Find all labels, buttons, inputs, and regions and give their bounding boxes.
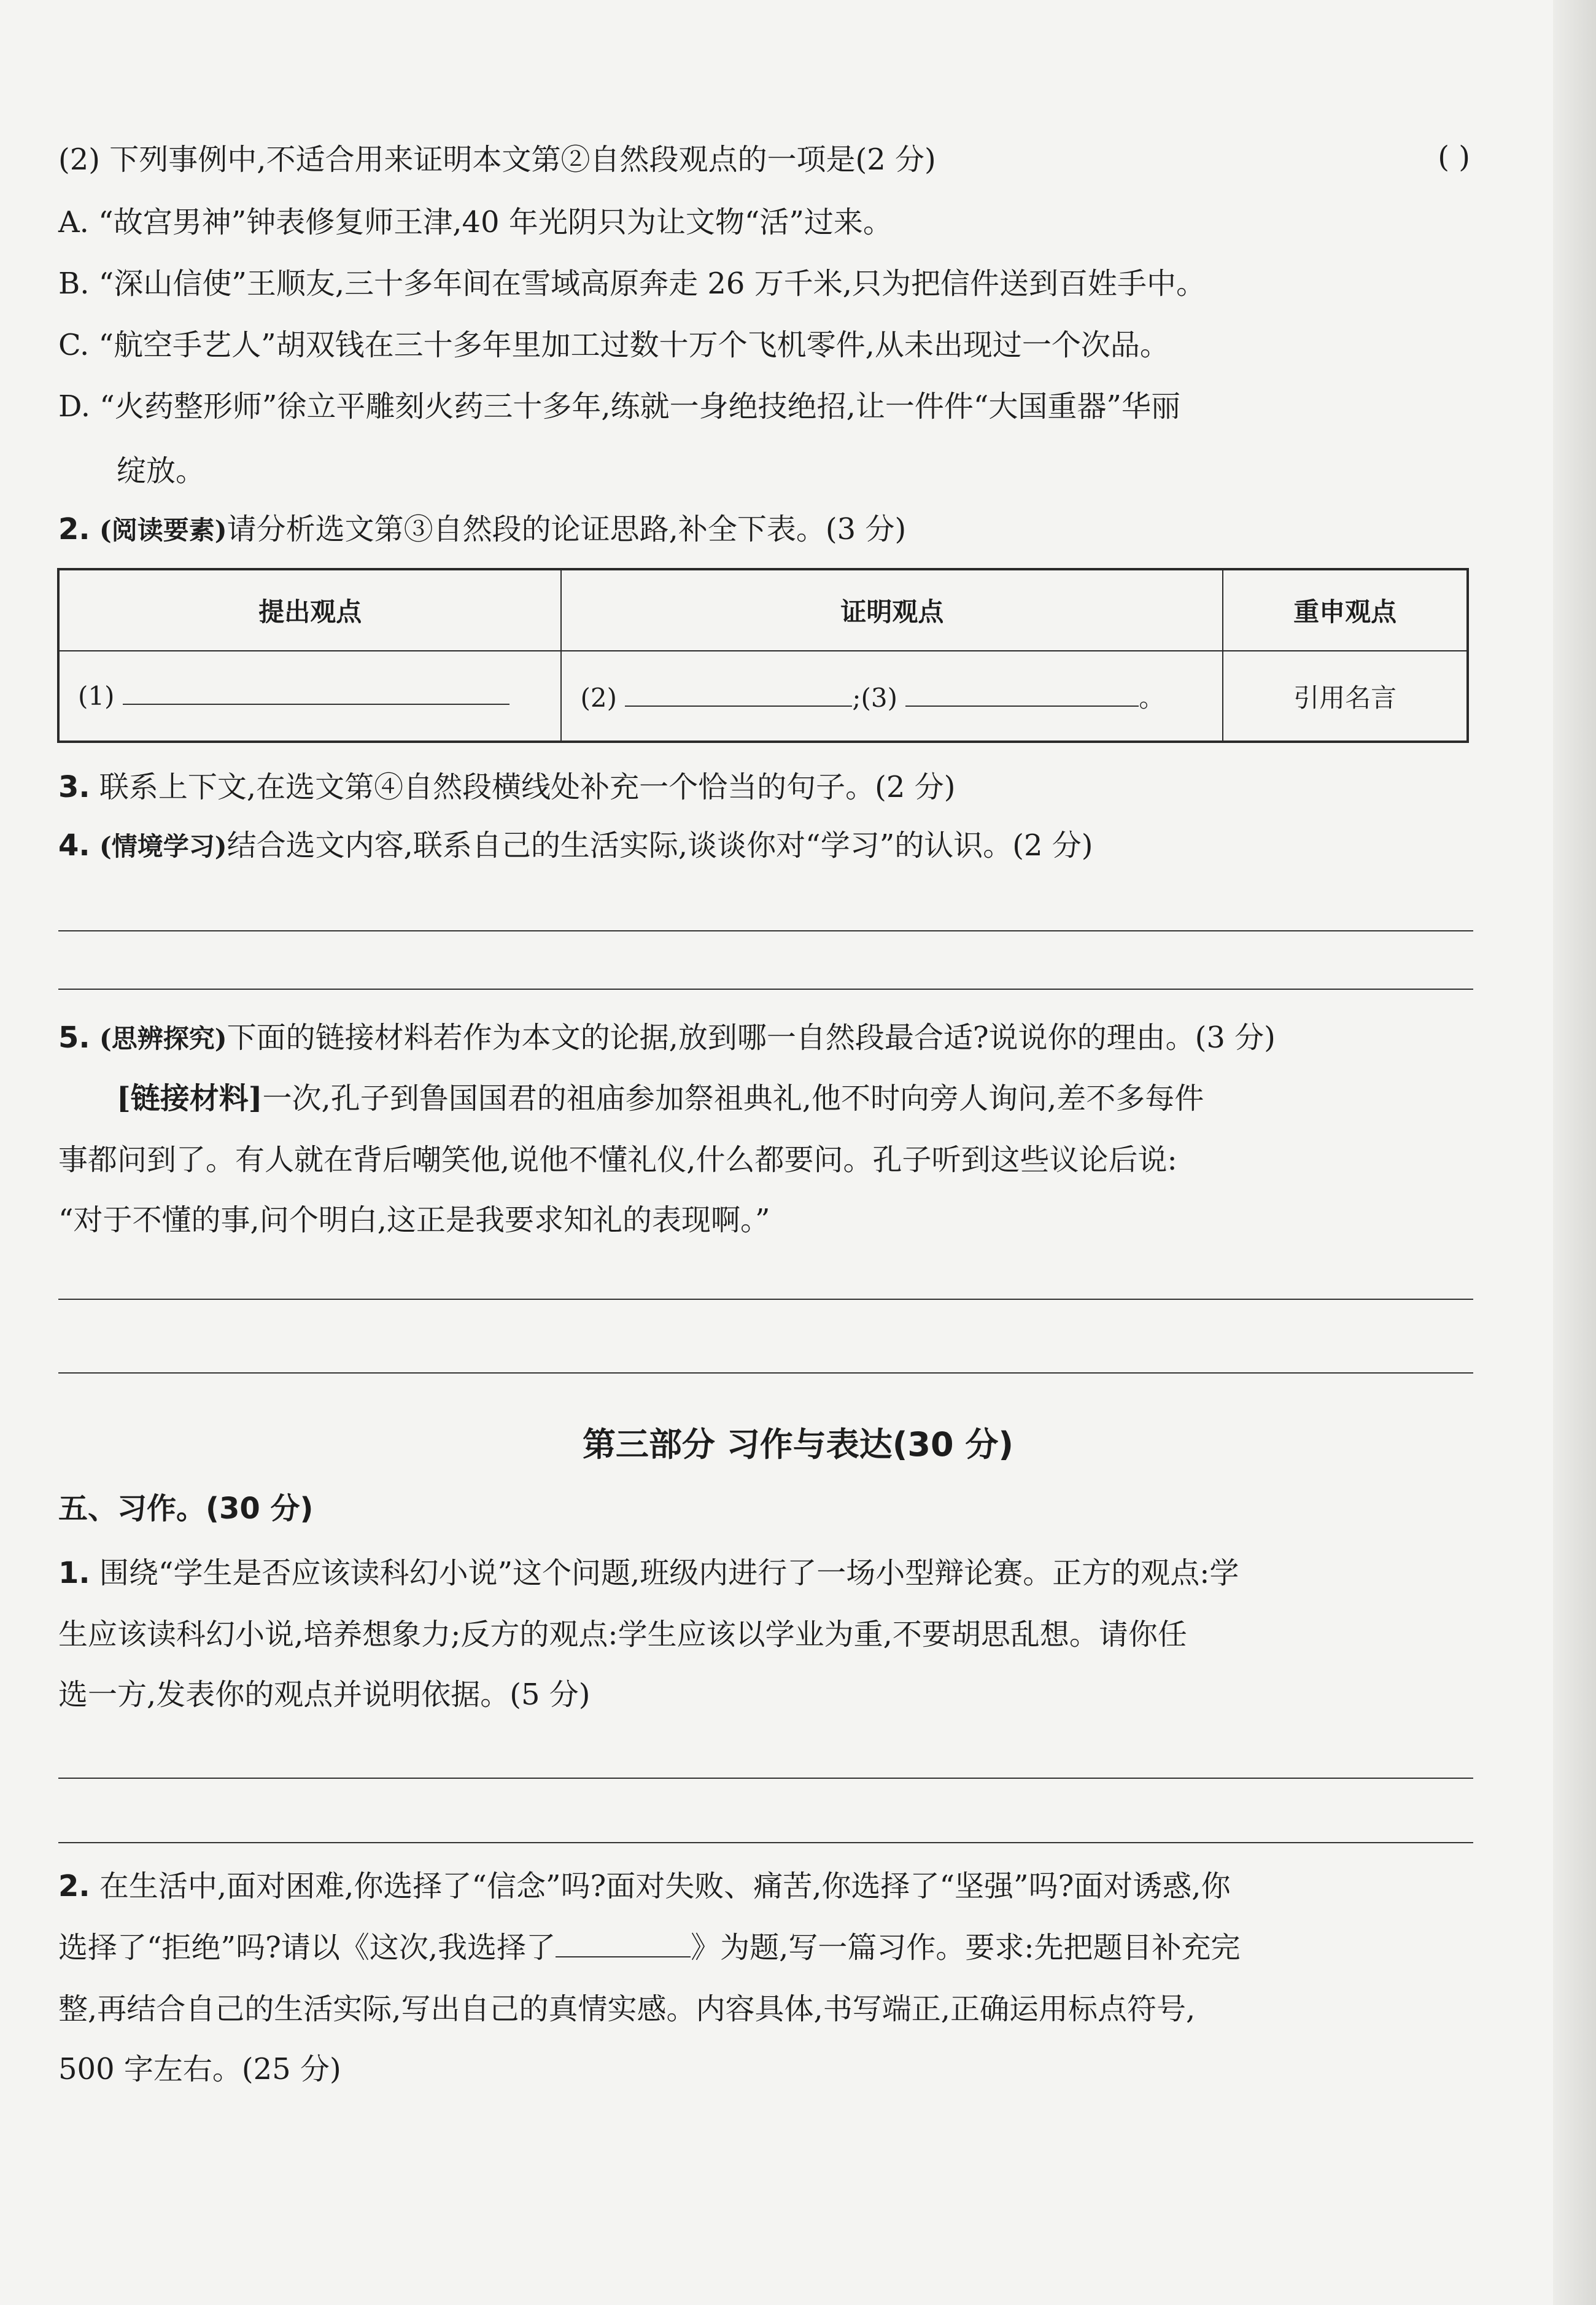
question-number: 3. <box>58 770 90 804</box>
table-cell-2: (2) ;(3) 。 <box>561 651 1223 742</box>
section-5-title: 五、习作。(30 分) <box>58 1491 314 1526</box>
table-header-prove: 证明观点 <box>561 569 1223 651</box>
table-header-propose: 提出观点 <box>58 569 561 651</box>
question-3 <box>58 768 955 807</box>
table-cell-1: (1) <box>58 651 561 742</box>
blank-3[interactable] <box>905 705 1139 707</box>
writing-1-line-3: 选一方,发表你的观点并说明依据。(5 分) <box>58 1677 591 1712</box>
question-text: 联系上下文,在选文第④自然段横线处补充一个恰当的句子。(2 分) <box>99 770 956 804</box>
answer-line[interactable] <box>58 1299 1473 1300</box>
question-tag: (思辨探究) <box>99 1024 227 1054</box>
title-blank[interactable] <box>556 1956 691 1957</box>
question-tag: (阅读要素) <box>99 515 227 545</box>
question-2 <box>58 510 906 550</box>
material-line-2: 事都问到了。有人就在背后嘲笑他,说他不懂礼仪,什么都要问。孔子听到这些议论后说: <box>58 1143 1177 1177</box>
question-5 <box>58 1018 1276 1059</box>
option-d-continued: 绽放。 <box>117 454 206 488</box>
question-number: 1. <box>58 1556 90 1590</box>
part-3-title: 第三部分 习作与表达(30 分) <box>582 1425 1014 1464</box>
answer-line[interactable] <box>58 1842 1473 1843</box>
answer-line[interactable] <box>58 1372 1473 1374</box>
table-cell-3: 引用名言 <box>1223 651 1468 742</box>
answer-line[interactable] <box>58 930 1473 931</box>
argument-table <box>57 568 1469 743</box>
writing-2-line-2: 选择了“拒绝”吗?请以《这次,我选择了 》为题,写一篇习作。要求:先把题目补充完 <box>58 1930 1241 1965</box>
option-c: C. “航空手艺人”胡双钱在三十多年里加工过数十万个飞机零件,从未出现过一个次品。 <box>58 328 1169 362</box>
question-text: 结合选文内容,联系自己的生活实际,谈谈你对“学习”的认识。(2 分) <box>227 828 1093 863</box>
q2-sub-stem: (2) 下列事例中,不适合用来证明本文第②自然段观点的一项是(2 分) <box>58 142 936 177</box>
option-b: B. “深山信使”王顺友,三十多年间在雪域高原奔走 26 万千米,只为把信件送到百姓手中。 <box>58 266 1206 301</box>
writing-2: 2. 在生活中,面对困难,你选择了“信念”吗?面对失败、痛苦,你选择了“坚强”吗?面对诱惑,你 <box>58 1869 1231 1903</box>
question-number: 2. <box>58 1869 90 1903</box>
writing-2-line-3: 整,再结合自己的生活实际,写出自己的真情实感。内容具体,书写端正,正确运用标点符号, <box>58 1992 1196 2026</box>
writing-2-line-4: 500 字左右。(25 分) <box>58 2052 341 2086</box>
question-number: 5. <box>58 1020 90 1055</box>
question-tag: (情境学习) <box>99 831 227 861</box>
material-line-3: “对于不懂的事,问个明白,这正是我要求知礼的表现啊。” <box>58 1203 770 1237</box>
writing-1-line-2: 生应该读科幻小说,培养想象力;反方的观点:学生应该以学业为重,不要胡思乱想。请你任 <box>58 1617 1187 1652</box>
answer-line[interactable] <box>58 1778 1473 1779</box>
question-number: 2. <box>58 512 90 546</box>
table-header-restate: 重申观点 <box>1223 569 1468 651</box>
question-text: 请分析选文第③自然段的论证思路,补全下表。(3 分) <box>227 512 907 546</box>
material-label: [链接材料] <box>117 1081 263 1116</box>
question-4 <box>58 826 1093 866</box>
question-number: 4. <box>58 828 90 863</box>
blank-1[interactable] <box>123 704 509 705</box>
question-text: 下面的链接材料若作为本文的论据,放到哪一自然段最合适?说说你的理由。(3 分) <box>227 1020 1276 1055</box>
blank-2[interactable] <box>625 705 852 707</box>
answer-line[interactable] <box>58 989 1473 990</box>
answer-paren: ( ) <box>1438 140 1470 174</box>
material-line-1: [链接材料]一次,孔子到鲁国国君的祖庙参加祭祖典礼,他不时向旁人询问,差不多每件 <box>117 1081 1204 1116</box>
option-d: D. “火药整形师”徐立平雕刻火药三十多年,练就一身绝技绝招,让一件件“大国重器”华丽 <box>58 389 1180 424</box>
writing-1: 1. 围绕“学生是否应该读科幻小说”这个问题,班级内进行了一场小型辩论赛。正方的观点:学 <box>58 1556 1239 1590</box>
page-edge <box>1553 0 1596 2305</box>
option-a: A. “故宫男神”钟表修复师王津,40 年光阴只为让文物“活”过来。 <box>58 205 893 239</box>
